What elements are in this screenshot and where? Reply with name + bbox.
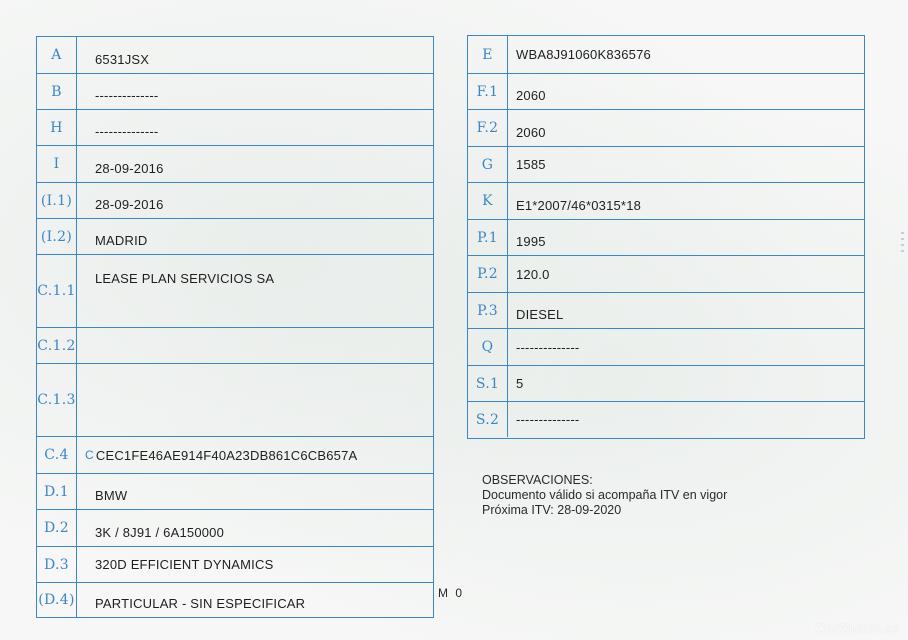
- field-code: E: [468, 36, 508, 73]
- field-value: 28-09-2016: [95, 161, 164, 176]
- field-row-i: [37, 146, 433, 183]
- field-value: E1*2007/46*0315*18: [516, 198, 642, 213]
- field-value: DIESEL: [516, 307, 564, 322]
- observations-line: Documento válido si acompaña ITV en vigor: [482, 488, 728, 502]
- field-row-d2: [37, 510, 433, 547]
- field-value: WBA8J91060K836576: [516, 47, 651, 62]
- field-code: F.2: [468, 110, 508, 146]
- field-row-b: [37, 74, 433, 110]
- field-code: I: [37, 146, 77, 182]
- field-value: 5: [516, 376, 524, 391]
- field-code: A: [37, 37, 77, 73]
- observations-heading: OBSERVACIONES:: [482, 473, 593, 487]
- field-value: BMW: [95, 488, 128, 503]
- field-row-k: [468, 183, 864, 220]
- field-prefix: C: [85, 448, 94, 462]
- field-row-p2: [468, 256, 864, 293]
- field-value: MADRID: [95, 233, 148, 248]
- field-value: 28-09-2016: [95, 197, 164, 212]
- field-code: H: [37, 110, 77, 145]
- field-row-e: [468, 36, 864, 74]
- field-row-d3: [37, 547, 433, 583]
- field-value: [95, 364, 429, 436]
- field-code: K: [468, 183, 508, 219]
- field-code: C.4: [37, 437, 77, 473]
- field-code: S.1: [468, 366, 508, 401]
- field-value: 2060: [516, 88, 546, 103]
- right-field-table: [467, 35, 865, 439]
- field-value: 3K / 8J91 / 6A150000: [95, 525, 225, 540]
- field-code: D.1: [37, 474, 77, 509]
- field-row-c13: [37, 364, 433, 437]
- field-value-text: CEC1FE46AE914F40A23DB861C6CB657A: [95, 447, 358, 463]
- field-row-c12: [37, 328, 433, 364]
- field-row-f2: [468, 110, 864, 147]
- field-row-s1: [468, 366, 864, 402]
- field-row-f1: [468, 74, 864, 110]
- field-code: P.2: [468, 256, 508, 292]
- field-code: Q: [468, 329, 508, 365]
- field-value: [95, 328, 429, 363]
- field-row-p3: [468, 293, 864, 329]
- field-code: C.1.2: [37, 328, 77, 363]
- field-row-c4: [37, 437, 433, 474]
- document-mark: M 0: [438, 586, 465, 600]
- field-row-s2: [468, 402, 864, 437]
- field-row-d4: [37, 583, 433, 617]
- observations-line: Próxima ITV: 28-09-2020: [482, 503, 622, 517]
- field-value: 320D EFFICIENT DYNAMICS: [95, 557, 274, 572]
- observations-block: [482, 473, 727, 518]
- field-value: 1995: [516, 234, 546, 249]
- field-code: (I.2): [37, 219, 77, 254]
- field-row-g: [468, 147, 864, 183]
- field-value: LEASE PLAN SERVICIOS SA: [95, 271, 275, 286]
- field-row-i2: [37, 219, 433, 255]
- field-value: --------------: [95, 124, 159, 139]
- field-value: PARTICULAR - SIN ESPECIFICAR: [95, 596, 306, 611]
- field-row-d1: [37, 474, 433, 510]
- field-code: (I.1): [37, 183, 77, 218]
- field-value: [85, 437, 429, 473]
- field-row-i1: [37, 183, 433, 219]
- field-value: --------------: [516, 412, 580, 427]
- field-code: (D.4): [37, 583, 77, 617]
- field-value: 1585: [516, 157, 546, 172]
- field-code: S.2: [468, 402, 508, 437]
- field-code: P.3: [468, 293, 508, 328]
- field-value: 2060: [516, 125, 546, 140]
- field-code: F.1: [468, 74, 508, 109]
- field-row-q: [468, 329, 864, 366]
- field-row-c11: [37, 255, 433, 328]
- field-value: 6531JSX: [95, 52, 150, 67]
- field-row-a: [37, 37, 433, 74]
- field-row-p1: [468, 220, 864, 256]
- field-code: C.1.3: [37, 364, 77, 436]
- field-code: P.1: [468, 220, 508, 255]
- field-code: D.2: [37, 510, 77, 546]
- watermark: CarOutlet.es: [815, 620, 900, 636]
- field-row-h: [37, 110, 433, 146]
- field-code: C.1.1: [37, 255, 77, 327]
- field-code: D.3: [37, 547, 77, 582]
- edge-perforation: [901, 232, 904, 256]
- field-value: 120.0: [516, 266, 550, 282]
- field-code: B: [37, 74, 77, 109]
- field-value: --------------: [516, 339, 580, 355]
- field-code: G: [468, 147, 508, 182]
- field-value: --------------: [95, 88, 159, 103]
- left-field-table: [36, 36, 434, 618]
